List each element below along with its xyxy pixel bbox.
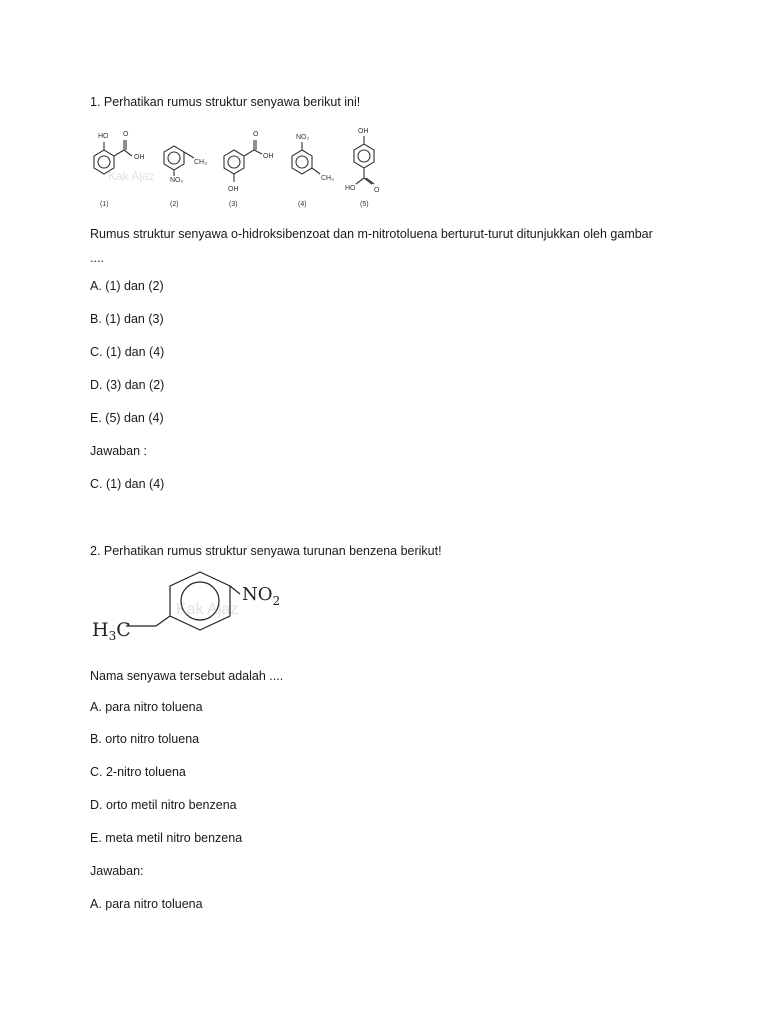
q2-answer: A. para nitro toluena bbox=[90, 897, 203, 911]
structure-4 bbox=[292, 142, 320, 174]
s3-carbonyl-o-label: O bbox=[253, 131, 259, 138]
s3-acid-oh-label: OH bbox=[263, 153, 274, 160]
s5-carbonyl-o-label: O bbox=[374, 187, 380, 194]
s3-number: (3) bbox=[229, 201, 238, 208]
s5-ho-label: HO bbox=[345, 185, 356, 192]
q2-option-b: B. orto nitro toluena bbox=[90, 732, 200, 746]
q1-prompt-line2: .... bbox=[90, 251, 104, 265]
q2-option-d: D. orto metil nitro benzena bbox=[90, 798, 237, 812]
q2-option-e: E. meta metil nitro benzena bbox=[90, 831, 243, 845]
q1-option-c: C. (1) dan (4) bbox=[90, 345, 165, 359]
q1-option-e: E. (5) dan (4) bbox=[90, 411, 164, 425]
s2-no2-label: NO₂ bbox=[170, 177, 184, 184]
s1-oh-label: HO bbox=[98, 133, 109, 140]
s4-number: (4) bbox=[298, 201, 307, 208]
s4-no2-label: NO₂ bbox=[296, 134, 310, 141]
structure-3 bbox=[224, 140, 262, 182]
h3c-label: $H_3C$ bbox=[92, 619, 131, 643]
q2-prompt: Nama senyawa tersebut adalah .... bbox=[90, 669, 284, 683]
q2-option-c: C. 2-nitro toluena bbox=[90, 765, 186, 779]
q1-option-d: D. (3) dan (2) bbox=[90, 378, 165, 392]
question-1-title: 1. Perhatikan rumus struktur senyawa berikut ini! bbox=[90, 95, 361, 109]
q1-answer: C. (1) dan (4) bbox=[90, 477, 165, 491]
q2-watermark: Kak Ajaz bbox=[176, 601, 239, 618]
s1-carbonyl-o-label: O bbox=[123, 131, 129, 138]
s4-ch3-label: CH₃ bbox=[321, 175, 334, 182]
q1-prompt-line1: Rumus struktur senyawa o-hidroksibenzoat dan m-nitrotoluena berturut-turut ditunjukkan oleh gambar bbox=[90, 227, 653, 241]
s3-oh-label: OH bbox=[228, 186, 239, 193]
s2-number: (2) bbox=[170, 201, 179, 208]
structure-5 bbox=[354, 136, 374, 184]
s1-number: (1) bbox=[100, 201, 109, 208]
q1-answer-label: Jawaban : bbox=[90, 444, 147, 458]
q2-option-a: A. para nitro toluena bbox=[90, 700, 203, 714]
q2-answer-label: Jawaban: bbox=[90, 864, 144, 878]
q1-option-b: B. (1) dan (3) bbox=[90, 312, 164, 326]
s2-ch3-label: CH₃ bbox=[194, 159, 207, 166]
question-2-title: 2. Perhatikan rumus struktur senyawa turunan benzena berikut! bbox=[90, 544, 442, 558]
s5-number: (5) bbox=[360, 201, 369, 208]
q2-structure-figure bbox=[88, 568, 298, 648]
q1-watermark: Kak Ajaz bbox=[108, 169, 155, 183]
q1-option-a: A. (1) dan (2) bbox=[90, 279, 164, 293]
s5-oh-label: OH bbox=[358, 128, 369, 135]
no2-label: $NO_2$ bbox=[242, 584, 281, 608]
structure-2 bbox=[164, 146, 194, 176]
q1-structures-figure bbox=[88, 122, 388, 210]
s1-acid-oh-label: OH bbox=[134, 154, 145, 161]
